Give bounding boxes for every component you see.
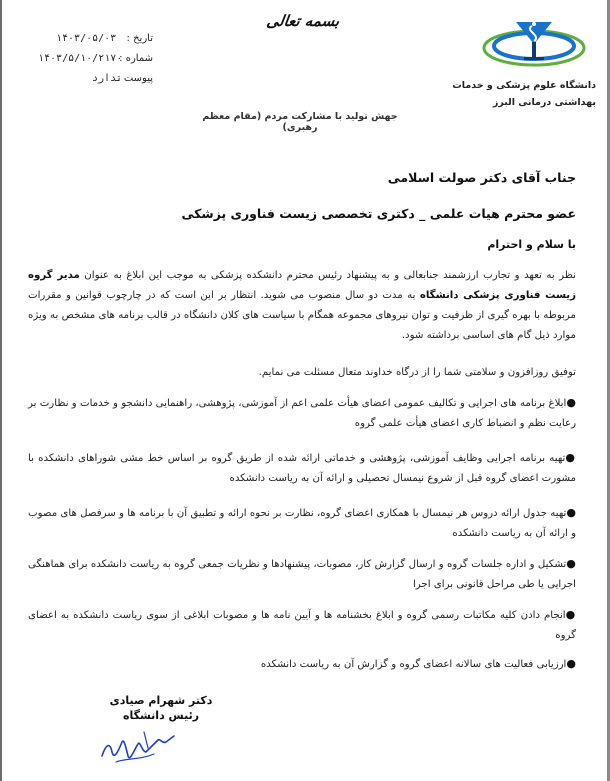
intro-paragraph xyxy=(28,266,576,346)
addressee-name: جناب آقای دکتر صولت اسلامی xyxy=(387,170,576,185)
duty-item xyxy=(28,654,576,675)
duty-item xyxy=(28,605,576,646)
intro-text-part2: به مدت دو سال منصوب می شوید. انتظار بر این است که در چارچوب قوانین و مقررات مربوطه با بهره گیری از ظرفیت و توان نیروهای مجموعه همگام با سیاست های کلان دانشگاه در قالب برنامه های مشخص به ویژه موارد ذیل گام های اساسی برداشته شود. xyxy=(28,290,576,341)
page-edge-left xyxy=(0,0,2,781)
duty-item xyxy=(28,448,576,489)
intro-bold-role: مدیر گروه زیست فناوری پزشکی دانشگاه xyxy=(28,270,577,301)
bullet-icon: ● xyxy=(566,396,576,409)
attachment-value: ندارد xyxy=(92,73,123,84)
duty-text: ارزیابی فعالیت های سالانه اعضای گروه و گزارش آن به ریاست دانشکده xyxy=(260,659,567,670)
bullet-icon: ● xyxy=(566,557,576,570)
university-emblem-icon xyxy=(476,8,594,78)
number-field xyxy=(28,53,153,69)
attachment-field xyxy=(28,73,153,89)
wish-paragraph: توفیق روزافزون و سلامتی شما را از درگاه خداوند متعال مسئلت می نمایم. xyxy=(258,367,576,378)
signer-name: دکتر شهرام صیادی xyxy=(109,694,213,707)
bullet-icon: ● xyxy=(565,451,576,464)
duty-item xyxy=(28,554,576,595)
bullet-icon: ● xyxy=(566,657,576,670)
duty-text: انجام دادن کلیه مکاتبات رسمی گروه و ابلاغ بخشنامه ها و آیین نامه ها و مصوبات ابلاغی از سوی ریاست دانشکده به اعضای گروه xyxy=(28,610,576,641)
date-label: تاریخ : xyxy=(126,33,153,44)
date-field xyxy=(28,33,153,49)
signer-block xyxy=(96,693,226,723)
university-name-line1: دانشگاه علوم پزشکی و خدمات xyxy=(452,80,596,91)
date-value: ۱۴۰۳/۰۵/۰۳ xyxy=(56,33,117,44)
number-value: ۱۴۰۳/۵/۱۰/۲۱۷۰ xyxy=(38,53,123,64)
addressee-position: عضو محترم هیات علمی _ دکتری تخصصی زیست فناوری پزشکی xyxy=(181,206,576,221)
handwritten-signature-icon xyxy=(96,722,180,768)
bullet-icon: ● xyxy=(566,506,577,519)
number-label: شماره : xyxy=(119,53,153,64)
attachment-label: پیوست : xyxy=(117,73,153,84)
duty-text: تهیه برنامه اجرایی وظایف آموزشی، پژوهشی و خدماتی ارائه شده از طریق گروه بر اساس خط مشی شوراهای دانشکده با مشورت اعضای گروه قبل از شروع نیمسال تحصیلی و ارائه آن به ریاست دانشکده xyxy=(28,453,576,484)
bullet-icon: ● xyxy=(565,608,576,621)
bismillah-heading: بسمه تعالی xyxy=(265,12,341,30)
signer-title: رئیس دانشگاه xyxy=(122,709,200,722)
university-name-line2: بهداشتی درمانی البرز xyxy=(492,97,596,108)
intro-text-part1: نظر به تعهد و تجارب ارزشمند جنابعالی و به پیشنهاد رئیس محترم دانشکده پزشکی به موجب این ابلاغ به عنوان xyxy=(79,270,576,281)
duty-item xyxy=(28,503,576,544)
greeting: با سلام و احترام xyxy=(487,238,576,251)
duty-text: تهیه جدول ارائه دروس هر نیمسال با همکاری اعضای گروه، نظارت بر نحوه ارائه و تطبیق آن با برنامه ها و سرفصل های مصوب و ارائه آن به ریاست دانشکده xyxy=(28,508,576,539)
duty-item xyxy=(28,393,576,434)
duty-text: تشکیل و اداره جلسات گروه و ارسال گزارش کار، مصوبات، پیشنهادها و نظریات جمعی گروه به ریاست دانشکده برای هماهنگی اجرایی یا طی مراحل قانونی برای اجرا xyxy=(28,559,576,590)
slogan: جهش تولید با مشارکت مردم (مقام معظم رهبری) xyxy=(202,111,398,133)
duty-text: ابلاغ برنامه های اجرایی و تکالیف عمومی اعضای هیأت علمی اعم از آموزشی، پژوهشی، راهنمایی دانشجو و خدمات و نظارت بر رعایت نظم و انضباط کاری اعضای هیأت علمی گروه xyxy=(28,398,576,429)
